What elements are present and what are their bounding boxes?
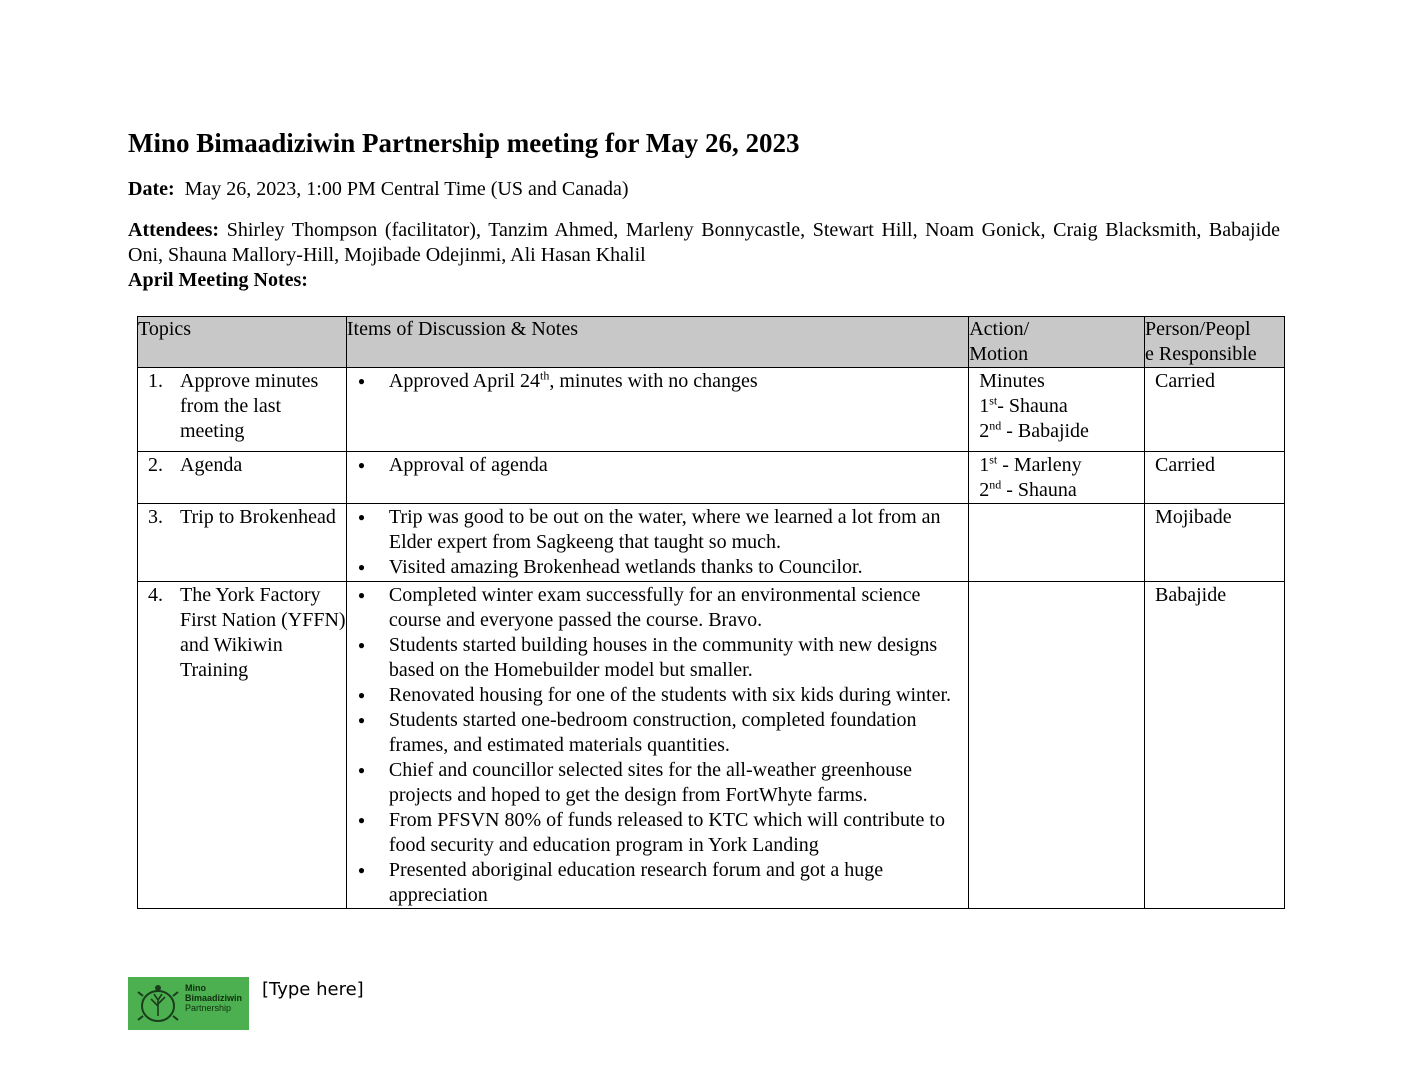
topic-number: 4.: [148, 584, 163, 606]
responsible-cell: Babajide: [1145, 582, 1285, 909]
attendees-label: Attendees:: [128, 219, 220, 241]
topic-number: 2.: [148, 454, 163, 476]
list-item: ● From PFSVN 80% of funds released to KTC which will contribute to food security and education program in York Landing: [347, 808, 968, 858]
header-person-line2: e Responsible: [1145, 343, 1257, 365]
list-item: ● Students started one-bedroom construction, completed foundation frames, and estimated materials quantities.: [347, 708, 968, 758]
header-person: [1145, 317, 1285, 368]
table-row: [138, 504, 1285, 582]
action-minutes: Minutes: [979, 370, 1045, 392]
action-first: 1st - Marleny: [979, 452, 1082, 476]
responsible-cell: Mojibade: [1145, 504, 1285, 582]
responsible-cell: Carried: [1145, 452, 1285, 504]
topic-number: 3.: [148, 506, 163, 528]
list-item: ● Trip was good to be out on the water, where we learned a lot from an Elder expert from Sagkeeng that taught so much.: [347, 505, 968, 555]
topic-cell: [138, 582, 347, 909]
logo-text: Mino Bimaadiziwin Partnership: [185, 983, 243, 1013]
turtle-tree-icon: [134, 982, 182, 1026]
topic-title: Trip to Brokenhead: [180, 506, 336, 528]
table-row: [138, 368, 1285, 452]
list-item: ● Completed winter exam successfully for an environmental science course and everyone passed the course. Bravo.: [347, 583, 968, 633]
action-cell: [969, 582, 1145, 909]
partnership-logo: [128, 977, 249, 1030]
action-cell: [969, 452, 1145, 504]
section-heading: April Meeting Notes:: [128, 269, 308, 291]
list-item: ● Approved April 24th, minutes with no changes: [347, 369, 968, 394]
table-row: [138, 582, 1285, 909]
header-items: Items of Discussion & Notes: [346, 317, 968, 368]
topic-number: 1.: [148, 370, 163, 392]
notes-cell: [346, 582, 968, 909]
notes-cell: [346, 504, 968, 582]
meeting-date: [128, 177, 629, 202]
action-second: 2nd - Babajide: [979, 418, 1089, 442]
page-title: Mino Bimaadiziwin Partnership meeting for May 26, 2023: [128, 128, 800, 158]
topic-cell: [138, 504, 347, 582]
meeting-notes-table: [137, 316, 1285, 909]
action-cell: [969, 504, 1145, 582]
topic-title: The York Factory First Nation (YFFN) and Wikiwin Training: [180, 584, 346, 681]
topic-cell: [138, 452, 347, 504]
footer-placeholder-text[interactable]: [Type here]: [262, 979, 364, 1000]
list-item: ● Visited amazing Brokenhead wetlands thanks to Councilor.: [347, 555, 968, 580]
attendees-paragraph: [128, 218, 1280, 268]
table-header-row: [138, 317, 1285, 368]
date-value: May 26, 2023, 1:00 PM Central Time (US and Canada): [184, 178, 629, 200]
header-person-line1: Person/Peopl: [1145, 318, 1251, 340]
attendees-list: Shirley Thompson (facilitator), Tanzim Ahmed, Marleny Bonnycastle, Stewart Hill, Noam Gonick, Craig Blacksmith, Babajide Oni, Shauna Mallory-Hill, Mojibade Odejinmi, Ali Hasan Khalil: [128, 219, 1281, 266]
date-label: Date:: [128, 178, 175, 200]
header-topics: Topics: [138, 317, 347, 368]
topic-title: Approve minutes from the last meeting: [180, 370, 319, 442]
list-item: ● Chief and councillor selected sites for the all-weather greenhouse projects and hoped to get the design from FortWhyte farms.: [347, 758, 968, 808]
notes-cell: [346, 452, 968, 504]
list-item: ● Renovated housing for one of the students with six kids during winter.: [347, 683, 968, 708]
action-second: 2nd - Shauna: [979, 477, 1077, 501]
action-cell: [969, 368, 1145, 452]
responsible-cell: Carried: [1145, 368, 1285, 452]
list-item: ● Presented aboriginal education research forum and got a huge appreciation: [347, 858, 968, 908]
list-item: ● Approval of agenda: [347, 453, 968, 478]
topic-cell: [138, 368, 347, 452]
header-action: [969, 317, 1145, 368]
header-action-line1: Action/: [969, 318, 1030, 340]
action-first: 1st- Shauna: [979, 393, 1068, 417]
header-action-line2: Motion: [969, 343, 1029, 365]
notes-cell: [346, 368, 968, 452]
table-row: [138, 452, 1285, 504]
topic-title: Agenda: [180, 454, 243, 476]
list-item: ● Students started building houses in the community with new designs based on the Homebuilder model but smaller.: [347, 633, 968, 683]
